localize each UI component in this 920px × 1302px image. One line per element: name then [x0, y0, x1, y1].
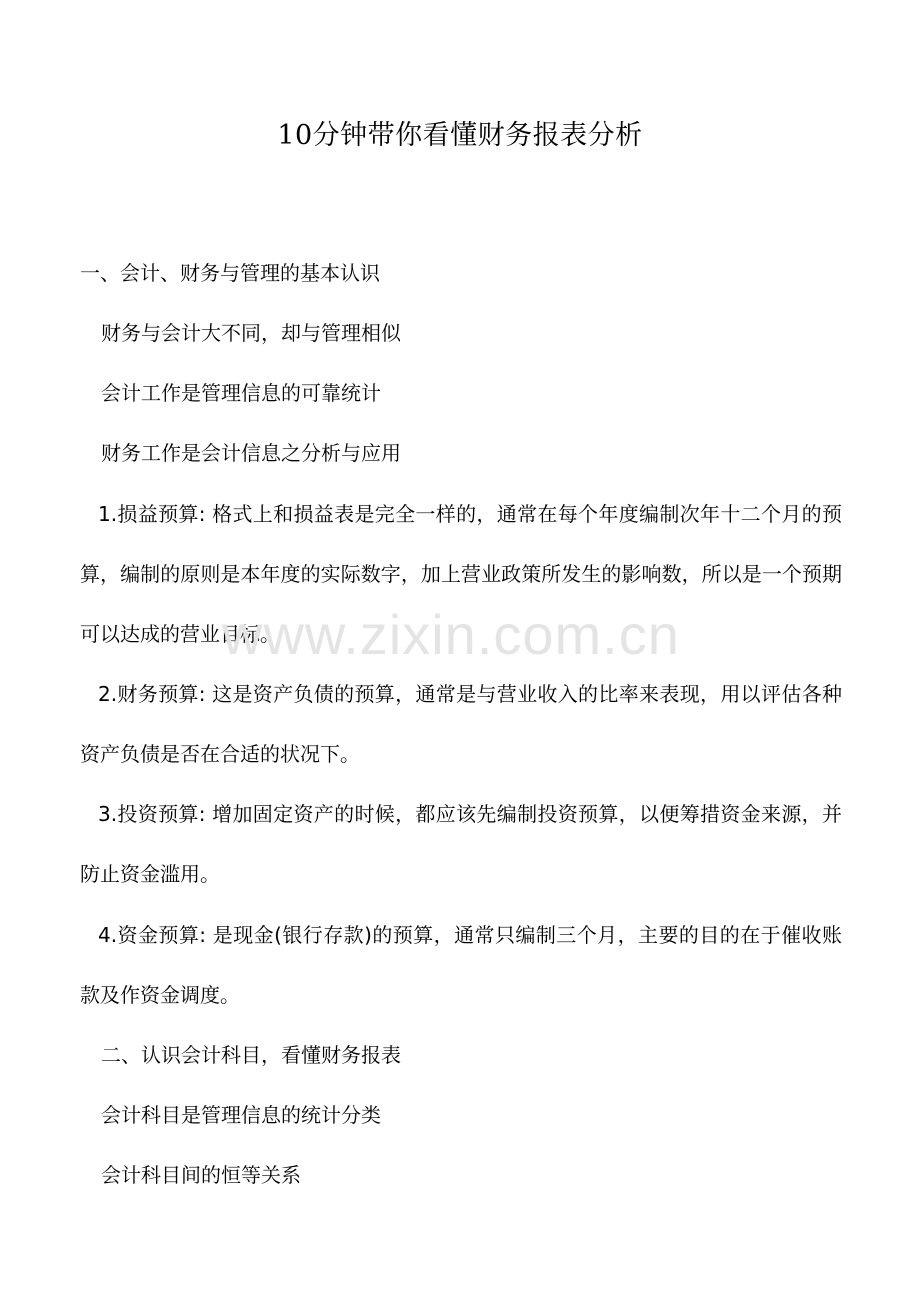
numbered-paragraph-4: 4.资金预算: 是现金(银行存款)的预算，通常只编制三个月，主要的目的在于催收账款及作资金调度。 [80, 923, 842, 1007]
watermark: www.zixin.com.cn [222, 603, 680, 666]
section-heading-2: 二、认识会计科目，看懂财务报表 [101, 1043, 401, 1067]
document-title: 10分钟带你看懂财务报表分析 [277, 120, 643, 151]
numbered-paragraph-3: 3.投资预算: 增加固定资产的时候，都应该先编制投资预算，以便筹措资金来源，并防止资金滥用。 [80, 802, 842, 886]
section-heading-1: 一、会计、财务与管理的基本认识 [80, 261, 380, 285]
paragraph: 财务工作是会计信息之分析与应用 [101, 441, 401, 465]
numbered-paragraph-2: 2.财务预算: 这是资产负债的预算，通常是与营业收入的比率来表现，用以评估各种资产负债是否在合适的状况下。 [80, 682, 842, 766]
paragraph: 会计工作是管理信息的可靠统计 [101, 381, 381, 405]
paragraph: 财务与会计大不同，却与管理相似 [101, 321, 401, 345]
numbered-paragraph-1: 1.损益预算: 格式上和损益表是完全一样的，通常在每个年度编制次年十二个月的预算，编制的原则是本年度的实际数字，加上营业政策所发生的影响数，所以是一个预期可以达成的营业目标。 [80, 502, 842, 646]
paragraph: 会计科目是管理信息的统计分类 [101, 1103, 381, 1127]
paragraph: 会计科目间的恒等关系 [101, 1163, 301, 1187]
